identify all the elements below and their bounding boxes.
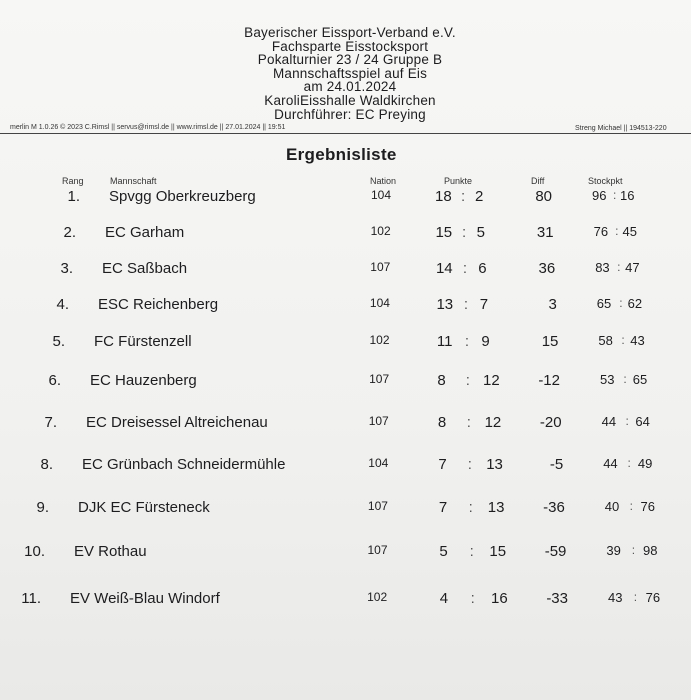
stock-points-won-cell: 58: [598, 333, 613, 348]
points-separator: :: [461, 188, 466, 205]
table-row: [0, 296, 691, 320]
points-separator: :: [465, 372, 470, 389]
header-line-association: Bayerischer Eissport-Verband e.V.: [244, 25, 456, 40]
column-header-rank: Rang: [62, 176, 84, 186]
points-separator: :: [467, 456, 472, 473]
stock-points-lost-cell: 65: [632, 372, 648, 387]
table-row: [0, 590, 691, 614]
diff-cell: 3: [548, 296, 557, 313]
rank-cell: 8.: [40, 456, 53, 473]
stock-points-won-cell: 44: [601, 414, 617, 429]
table-row: [0, 414, 691, 438]
header-line-game-type: Mannschaftsspiel auf Eis: [272, 65, 428, 81]
stock-points-separator: :: [615, 224, 619, 238]
table-row: [0, 333, 691, 357]
points-separator: :: [462, 260, 468, 277]
diff-cell: 80: [535, 188, 552, 205]
diff-cell: -20: [539, 414, 562, 431]
rank-cell: 2.: [63, 224, 76, 241]
points-won-cell: 11: [436, 333, 453, 350]
stock-points-won-cell: 43: [608, 590, 623, 605]
points-won-cell: 15: [435, 224, 453, 241]
stock-points-lost-cell: 64: [635, 414, 650, 429]
rank-cell: 9.: [36, 499, 49, 516]
diff-cell: -33: [546, 590, 568, 607]
header-line-organizer: Durchführer: EC Preying: [274, 106, 426, 122]
points-won-cell: 13: [436, 296, 454, 313]
points-lost-cell: 16: [491, 590, 508, 607]
points-separator: :: [470, 590, 475, 607]
column-header-nation: Nation: [370, 176, 397, 186]
points-separator: :: [461, 224, 467, 241]
stock-points-lost-cell: 62: [627, 296, 643, 311]
document-header: [180, 26, 520, 121]
points-won-cell: 18: [435, 188, 452, 205]
points-lost-cell: 12: [484, 414, 502, 431]
stock-points-lost-cell: 16: [620, 188, 635, 203]
points-separator: :: [469, 543, 474, 560]
points-lost-cell: 5: [476, 224, 485, 241]
nation-cell: 102: [367, 590, 388, 604]
stock-points-lost-cell: 76: [645, 590, 661, 605]
stock-points-won-cell: 40: [604, 499, 620, 514]
diff-cell: 15: [541, 333, 559, 350]
page-title: Ergebnisliste: [286, 145, 397, 164]
diff-cell: -59: [544, 543, 567, 560]
points-separator: :: [468, 499, 473, 516]
team-cell: EC Hauzenberg: [90, 372, 197, 389]
column-header-points: Punkte: [444, 176, 473, 186]
points-lost-cell: 2: [475, 188, 484, 205]
stock-points-won-cell: 44: [603, 456, 618, 471]
nation-cell: 107: [369, 372, 390, 386]
stock-points-separator: :: [625, 414, 629, 428]
stock-points-lost-cell: 43: [630, 333, 645, 348]
team-cell: EV Weiß-Blau Windorf: [70, 590, 220, 607]
points-separator: :: [464, 333, 469, 350]
diff-cell: -5: [549, 456, 564, 473]
diff-cell: 31: [536, 224, 554, 241]
stock-points-separator: :: [617, 260, 621, 274]
table-row: [0, 456, 691, 480]
points-lost-cell: 12: [483, 372, 500, 389]
table-row: [0, 188, 691, 212]
software-meta-line: [0, 124, 691, 136]
table-row: [0, 543, 691, 567]
points-won-cell: 8: [437, 372, 446, 389]
stock-points-lost-cell: 76: [640, 499, 655, 514]
rank-cell: 7.: [44, 414, 57, 431]
stock-points-lost-cell: 49: [637, 456, 653, 471]
points-separator: :: [466, 414, 471, 431]
diff-cell: -36: [543, 499, 565, 516]
nation-cell: 104: [371, 188, 392, 202]
team-cell: Spvgg Oberkreuzberg: [109, 188, 256, 205]
points-won-cell: 14: [435, 260, 453, 277]
diff-cell: 36: [538, 260, 556, 277]
rank-cell: 3.: [60, 260, 73, 277]
nation-cell: 104: [368, 456, 389, 470]
team-cell: EC Dreisessel Altreichenau: [86, 414, 268, 431]
rank-cell: 10.: [24, 543, 45, 560]
team-cell: DJK EC Fürsteneck: [78, 499, 210, 516]
nation-cell: 102: [369, 333, 390, 347]
stock-points-won-cell: 83: [595, 260, 610, 275]
table-row: [0, 224, 691, 248]
points-lost-cell: 6: [478, 260, 487, 277]
meta-operator-info: Streng Michael || 194513-220: [575, 125, 667, 132]
stock-points-lost-cell: 45: [622, 224, 638, 239]
column-header-diff: Diff: [531, 176, 545, 186]
table-row: [0, 372, 691, 396]
stock-points-separator: :: [631, 543, 636, 557]
points-won-cell: 5: [439, 543, 448, 560]
team-cell: EC Grünbach Schneidermühle: [82, 456, 286, 473]
nation-cell: 107: [367, 543, 388, 557]
points-lost-cell: 9: [481, 333, 490, 350]
stock-points-separator: :: [621, 333, 625, 347]
team-cell: EV Rothau: [74, 543, 147, 560]
meta-divider: [0, 133, 691, 134]
stock-points-separator: :: [627, 456, 631, 470]
points-lost-cell: 7: [479, 296, 489, 313]
header-line-venue: KaroliEisshalle Waldkirchen: [264, 92, 436, 108]
points-lost-cell: 13: [487, 499, 505, 516]
stock-points-lost-cell: 47: [625, 260, 640, 275]
points-separator: :: [463, 296, 469, 313]
header-line-date: am 24.01.2024: [303, 79, 397, 95]
stock-points-won-cell: 96: [592, 188, 607, 203]
nation-cell: 102: [370, 224, 391, 238]
rank-cell: 11.: [21, 590, 41, 607]
team-cell: EC Saßbach: [102, 260, 188, 277]
points-lost-cell: 15: [489, 543, 507, 560]
rank-cell: 5.: [52, 333, 65, 350]
table-row: [0, 260, 691, 284]
column-header-stock: Stockpkt: [588, 176, 623, 186]
stock-points-won-cell: 76: [593, 224, 609, 239]
points-won-cell: 8: [437, 414, 447, 431]
stock-points-separator: :: [629, 499, 633, 513]
diff-cell: -12: [538, 372, 560, 389]
column-header-team: Mannschaft: [110, 176, 157, 186]
nation-cell: 107: [368, 414, 389, 428]
meta-software-info: merlin M 1.0.26 © 2023 C.Rimsl || servus@rimsl.de || www.rimsl.de || 27.01.2024 || 19:51: [10, 124, 286, 131]
stock-points-separator: :: [619, 296, 623, 310]
points-won-cell: 7: [438, 499, 448, 516]
team-cell: FC Fürstenzell: [94, 333, 192, 350]
nation-cell: 104: [369, 296, 390, 310]
stock-points-won-cell: 39: [606, 543, 621, 558]
team-cell: EC Garham: [105, 224, 185, 241]
team-cell: ESC Reichenberg: [98, 296, 219, 313]
nation-cell: 107: [370, 260, 391, 274]
points-won-cell: 7: [438, 456, 447, 473]
points-won-cell: 4: [439, 590, 449, 607]
nation-cell: 107: [367, 499, 388, 513]
stock-points-separator: :: [633, 590, 638, 604]
table-row: [0, 499, 691, 523]
points-lost-cell: 13: [486, 456, 503, 473]
rank-cell: 6.: [48, 372, 61, 389]
header-line-tournament: Pokalturnier 23 / 24 Gruppe B: [257, 52, 443, 68]
rank-cell: 1.: [67, 188, 80, 205]
stock-points-won-cell: 65: [596, 296, 612, 311]
stock-points-separator: :: [623, 372, 627, 386]
stock-points-won-cell: 53: [600, 372, 615, 387]
stock-points-separator: :: [613, 188, 617, 202]
stock-points-lost-cell: 98: [643, 543, 658, 558]
header-line-division: Fachsparte Eisstocksport: [271, 38, 429, 54]
rank-cell: 4.: [56, 296, 69, 313]
